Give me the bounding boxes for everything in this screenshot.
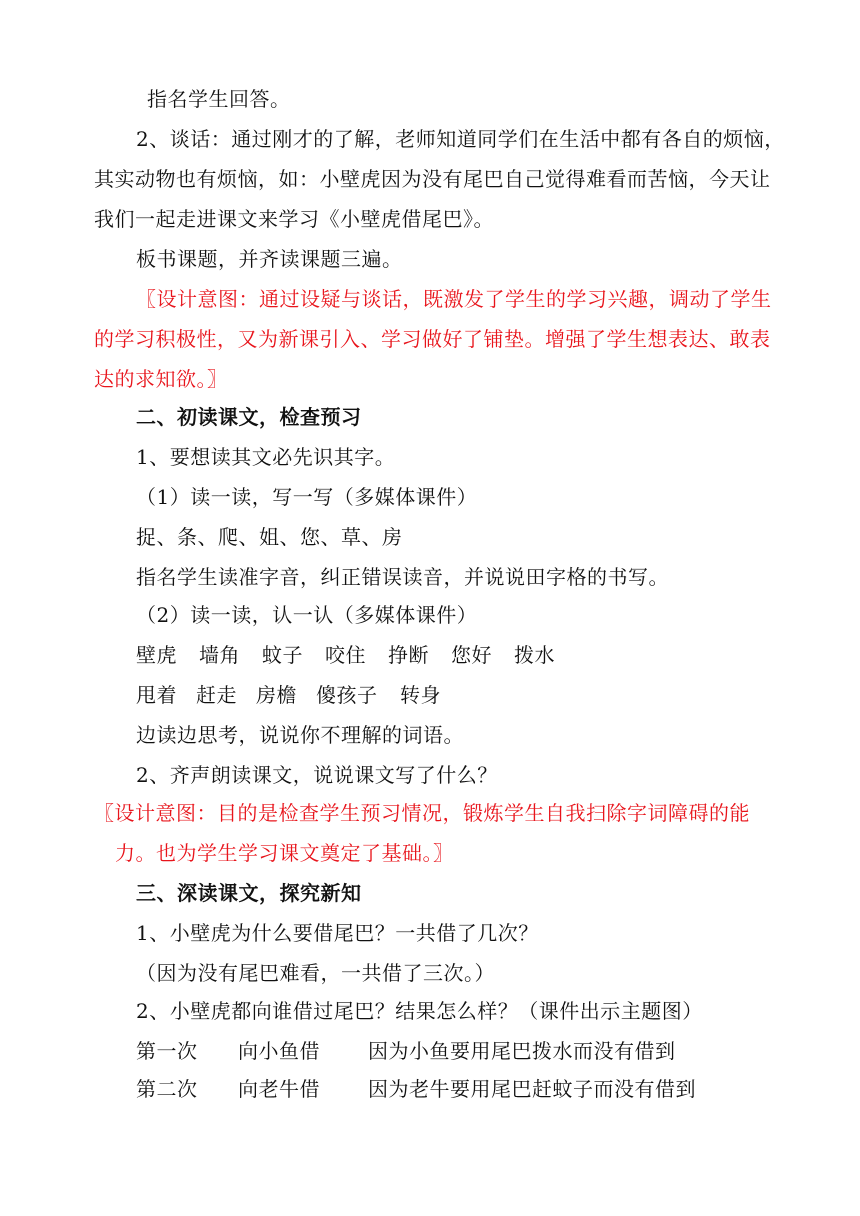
word: 赶走	[196, 683, 237, 707]
paragraph: 2、谈话：通过刚才的了解，老师知道同学们在生活中都有各自的烦恼，	[136, 127, 785, 151]
character-list: 捉、条、爬、姐、您、草、房	[136, 525, 403, 549]
paragraph: 边读边思考，说说你不理解的词语。	[136, 723, 464, 747]
paragraph: 板书课题，并齐读课题三遍。	[136, 247, 403, 271]
design-intent-note: 的学习积极性，又为新课引入、学习做好了铺垫。增强了学生想表达、敢表	[94, 327, 771, 351]
paragraph: 指名学生读准字音，纠正错误读音，并说说田字格的书写。	[136, 565, 669, 589]
section-heading: 二、初读课文，检查预习	[136, 405, 362, 429]
word: 转身	[400, 683, 441, 707]
borrow-order: 第一次	[136, 1039, 198, 1063]
borrow-row	[136, 1076, 696, 1102]
borrow-target: 向老牛借	[238, 1077, 320, 1101]
word: 墙角	[199, 643, 240, 667]
paragraph: 指名学生回答。	[147, 87, 291, 111]
word: 拨水	[514, 643, 555, 667]
word: 房檐	[256, 683, 297, 707]
word: 壁虎	[136, 643, 177, 667]
section-heading: 三、深读课文，探究新知	[136, 881, 362, 905]
word-row	[136, 642, 555, 668]
borrow-order: 第二次	[136, 1077, 198, 1101]
borrow-result: 因为小鱼要用尾巴拨水而没有借到	[368, 1039, 676, 1063]
borrow-target: 向小鱼借	[238, 1039, 320, 1063]
design-intent-note: 〖设计意图：目的是检查学生预习情况，锻炼学生自我扫除字词障碍的能	[94, 801, 750, 825]
word: 您好	[451, 643, 492, 667]
paragraph: 1、要想读其文必先识其字。	[136, 445, 396, 469]
borrow-row	[136, 1038, 676, 1064]
paragraph: （1）读一读，写一写（多媒体课件）	[136, 485, 478, 509]
paragraph: 2、齐声朗读课文，说说课文写了什么？	[136, 763, 498, 787]
design-intent-note: 达的求知欲。〗	[94, 367, 228, 391]
design-intent-note: 力。也为学生学习课文奠定了基础。〗	[115, 841, 454, 865]
word: 咬住	[325, 643, 366, 667]
word-row	[136, 682, 441, 708]
word: 傻孩子	[316, 683, 378, 707]
paragraph: 2、小壁虎都向谁借过尾巴？结果怎么样？（课件出示主题图）	[136, 999, 703, 1023]
word: 挣断	[388, 643, 429, 667]
paragraph: 其实动物也有烦恼，如：小壁虎因为没有尾巴自己觉得难看而苦恼，今天让	[94, 167, 771, 191]
paragraph: （2）读一读，认一认（多媒体课件）	[136, 603, 478, 627]
paragraph: 我们一起走进课文来学习《小壁虎借尾巴》。	[94, 207, 494, 231]
word: 蚊子	[262, 643, 303, 667]
design-intent-note: 〖设计意图：通过设疑与谈话，既激发了学生的学习兴趣，调动了学生	[136, 287, 772, 311]
word: 甩着	[136, 683, 177, 707]
paragraph: 1、小壁虎为什么要借尾巴？一共借了几次？	[136, 921, 539, 945]
paragraph: （因为没有尾巴难看，一共借了三次。）	[136, 961, 495, 985]
borrow-result: 因为老牛要用尾巴赶蚊子而没有借到	[368, 1077, 696, 1101]
